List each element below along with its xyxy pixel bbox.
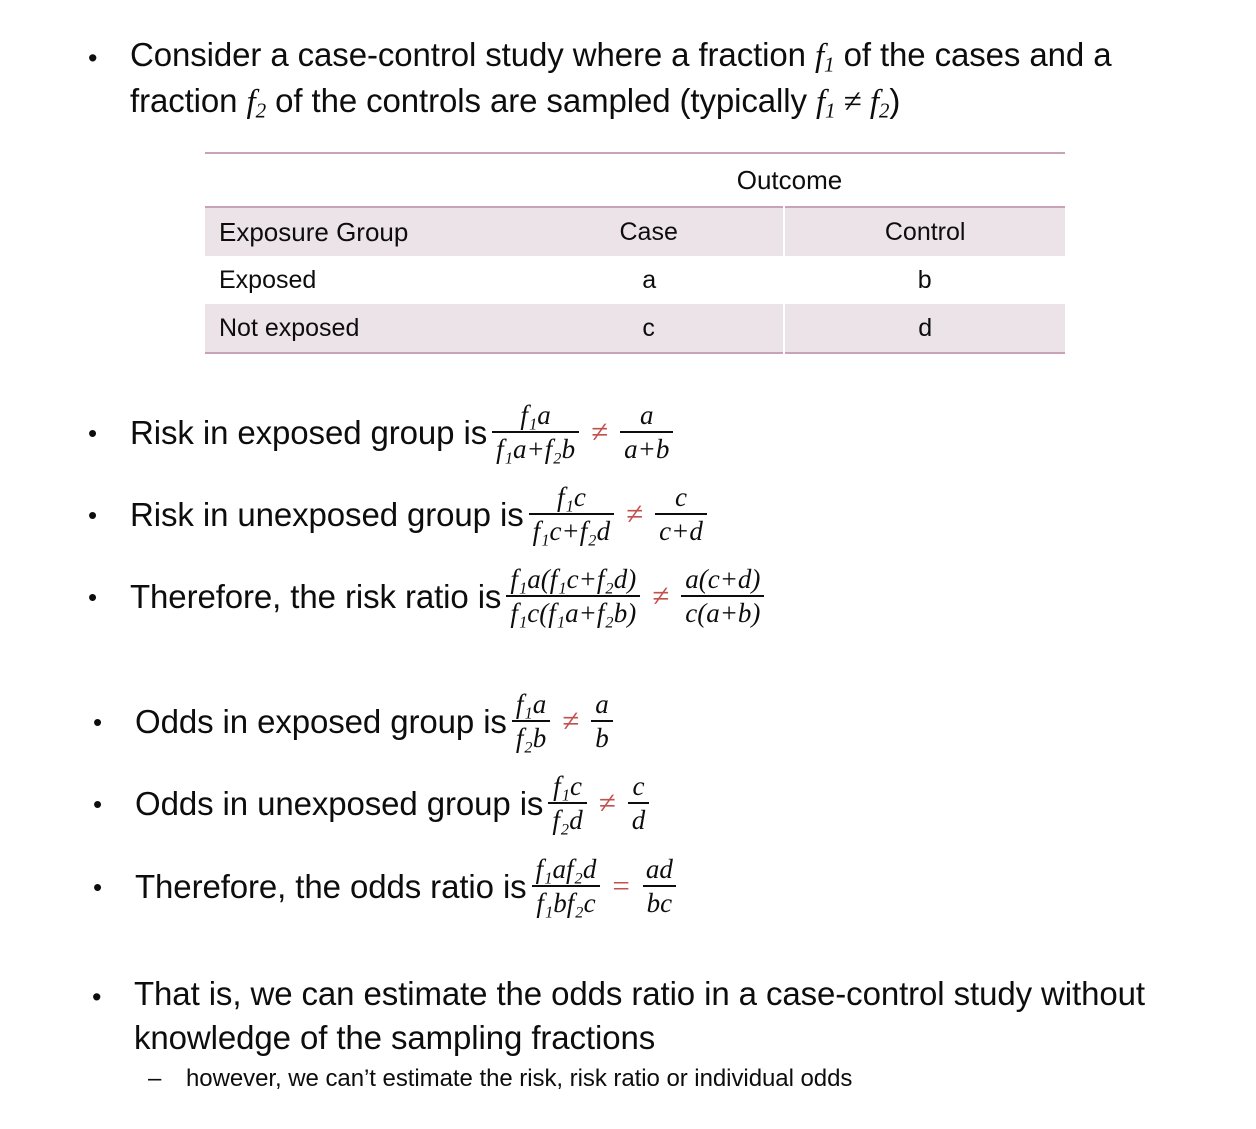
fraction-denominator: f₁c(f₁a+f₂b) bbox=[506, 595, 640, 628]
fraction-denominator: bc bbox=[643, 885, 676, 918]
fraction-numerator: a bbox=[640, 400, 654, 430]
fraction-denominator: f₂b bbox=[512, 720, 550, 753]
conclusion-sub-text: however, we can’t estimate the risk, risk ratio or individual odds bbox=[186, 1065, 853, 1092]
column-header-case: Case bbox=[514, 207, 784, 256]
table-row-column-headers bbox=[205, 207, 1065, 256]
fraction-denominator: c+d bbox=[655, 513, 707, 546]
column-header-exposure-group: Exposure Group bbox=[205, 207, 514, 256]
not-equal-symbol: ≠ bbox=[598, 785, 616, 821]
outcome-header-label: Outcome bbox=[514, 153, 1065, 207]
table-row bbox=[205, 304, 1065, 353]
fraction-numerator: f₁a(f₁c+f₂d) bbox=[510, 564, 637, 594]
dash-marker-icon: – bbox=[148, 1065, 162, 1092]
formula-lead-text: Risk in exposed group is bbox=[130, 413, 488, 451]
bullet-marker-icon: • bbox=[88, 500, 98, 531]
fraction-numerator: f₁c bbox=[553, 771, 582, 801]
intro-text-part3: of the controls are sampled (typically bbox=[266, 81, 816, 119]
fraction-numerator: f₁a bbox=[515, 689, 547, 719]
intro-bullet bbox=[88, 33, 1198, 125]
bullet-marker-icon: • bbox=[93, 789, 103, 820]
not-equal-symbol: ≠ bbox=[562, 703, 580, 739]
fraction-left bbox=[506, 564, 640, 628]
fraction-left bbox=[492, 400, 579, 464]
formula-lead-text: Therefore, the risk ratio is bbox=[130, 577, 502, 615]
table-row bbox=[205, 256, 1065, 304]
fraction-right bbox=[681, 564, 764, 628]
not-equal-symbol: ≠ bbox=[591, 414, 609, 450]
bullet-marker-icon: • bbox=[88, 43, 98, 73]
not-equal-symbol-intro: ≠ bbox=[843, 83, 862, 120]
fraction-numerator: a(c+d) bbox=[685, 564, 761, 594]
row-label-exposed: Exposed bbox=[205, 256, 514, 304]
formula-bullet-odds-ratio bbox=[93, 854, 682, 918]
fraction-right bbox=[628, 771, 650, 835]
formula-bullet-risk-exposed bbox=[88, 400, 678, 464]
bullet-marker-icon: • bbox=[93, 707, 103, 738]
fraction-numerator: a bbox=[595, 689, 609, 719]
intro-text-part2: of the cases and a fraction bbox=[130, 36, 1112, 119]
fraction-denominator: b bbox=[591, 720, 613, 753]
fraction-numerator: ad bbox=[645, 854, 673, 884]
not-equal-symbol: ≠ bbox=[652, 578, 670, 614]
fraction-denominator: f₂d bbox=[548, 802, 586, 835]
fraction-denominator: c(a+b) bbox=[681, 595, 764, 628]
intro-text-part1: Consider a case-control study where a fraction bbox=[130, 36, 815, 73]
intro-text-part4: ) bbox=[889, 81, 901, 119]
fraction-denominator: f₁a+f₂b bbox=[492, 431, 579, 464]
formula-lead-text: Risk in unexposed group is bbox=[130, 495, 524, 533]
formula-lead-text: Odds in exposed group is bbox=[135, 702, 507, 740]
formula-bullet-odds-unexposed bbox=[93, 771, 654, 835]
conclusion-text: That is, we can estimate the odds ratio in a case-control study without knowledge of the sampling fractions bbox=[134, 975, 1145, 1056]
fraction-left bbox=[529, 482, 614, 546]
fraction-numerator: f₁a bbox=[520, 400, 551, 430]
cell-not-exposed-case: c bbox=[514, 304, 784, 353]
fraction-denominator: f₁bf₂c bbox=[532, 885, 599, 918]
bullet-marker-icon: • bbox=[88, 582, 98, 613]
fraction-denominator: a+b bbox=[620, 431, 673, 464]
fraction-numerator: f₁af₂d bbox=[535, 854, 597, 884]
formula-bullet-odds-exposed bbox=[93, 689, 618, 753]
cell-not-exposed-control: d bbox=[784, 304, 1065, 353]
cell-exposed-control: b bbox=[784, 256, 1065, 304]
formula-lead-text: Therefore, the odds ratio is bbox=[135, 867, 527, 905]
fraction-right bbox=[642, 854, 677, 918]
bullet-marker-icon: • bbox=[92, 982, 102, 1012]
fraction-numerator: f₁c bbox=[556, 482, 586, 512]
fraction-numerator: c bbox=[632, 771, 645, 801]
fraction-right bbox=[655, 482, 707, 546]
fraction-numerator: c bbox=[675, 482, 687, 512]
bullet-marker-icon: • bbox=[88, 418, 98, 449]
math-f1-first: $f_1$ bbox=[814, 38, 835, 77]
math-f2-second: $f_2$ bbox=[869, 83, 890, 123]
formula-bullet-risk-unexposed bbox=[88, 482, 712, 546]
math-f1-second: $f_1$ bbox=[815, 83, 836, 123]
row-label-not-exposed: Not exposed bbox=[205, 304, 514, 353]
math-f2-first: $f_2$ bbox=[246, 83, 267, 123]
outcome-header-spacer bbox=[205, 153, 514, 207]
table-row-outcome-header bbox=[205, 153, 1065, 207]
intro-bullet-text bbox=[130, 33, 1198, 125]
outcome-table bbox=[205, 152, 1065, 354]
formula-lead-text: Odds in unexposed group is bbox=[135, 784, 544, 822]
fraction-left bbox=[548, 771, 586, 835]
cell-exposed-case: a bbox=[514, 256, 784, 304]
conclusion-bullet bbox=[92, 972, 1182, 1060]
fraction-right bbox=[591, 689, 613, 753]
fraction-left bbox=[532, 854, 601, 918]
conclusion-sub-bullet bbox=[148, 1063, 1168, 1094]
equals-symbol: = bbox=[612, 868, 630, 904]
fraction-denominator: d bbox=[628, 802, 650, 835]
fraction-right bbox=[620, 400, 673, 464]
fraction-denominator: f₁c+f₂d bbox=[529, 513, 614, 546]
not-equal-symbol: ≠ bbox=[626, 496, 644, 532]
bullet-marker-icon: • bbox=[93, 872, 103, 903]
fraction-left bbox=[512, 689, 550, 753]
column-header-control: Control bbox=[784, 207, 1065, 256]
formula-bullet-risk-ratio bbox=[88, 564, 769, 628]
